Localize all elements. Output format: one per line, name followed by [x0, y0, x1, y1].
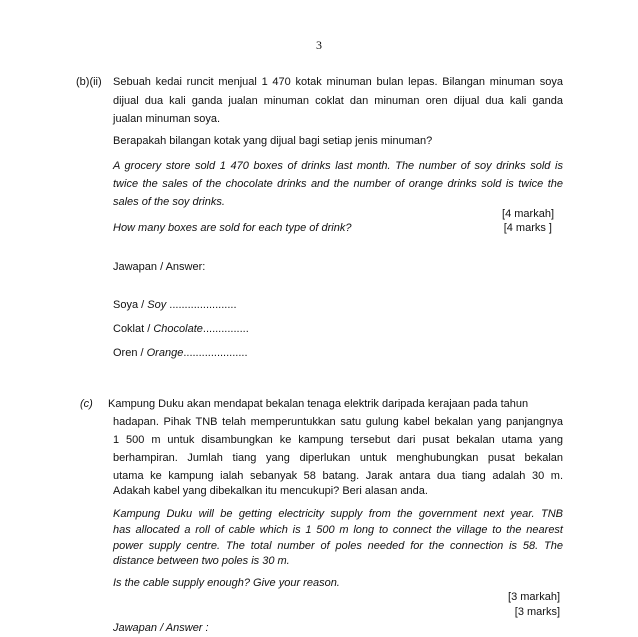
answer-malay-label: Soya / — [113, 299, 148, 311]
answer-dots: ............... — [202, 323, 249, 335]
question-b-english-question: How many boxes are sold for each type of drink? — [113, 222, 352, 234]
question-b-english-line: sales of the soy drinks. — [113, 196, 225, 208]
answer-dots: ..................... — [183, 347, 248, 359]
question-b-malay-line: Sebuah kedai runcit menjual 1 470 kotak minuman bulan lepas. Bilangan minuman soya — [113, 76, 563, 88]
question-c-malay-question: Adakah kabel yang dibekalkan itu mencukupi? Beri alasan anda. — [113, 485, 428, 497]
question-c-marks-english: [3 marks] — [514, 606, 560, 618]
question-b-marks-english: [4 marks ] — [503, 222, 552, 234]
question-b-english-line: A grocery store sold 1 470 boxes of drinks last month. The number of soy drinks sold is — [113, 160, 563, 172]
question-c-english-line: has allocated a roll of cable which is 1 500 m long to connect the village to the nearest — [113, 524, 563, 536]
question-b-malay-line: dijual dua kali ganda jualan minuman coklat dan minuman oren dijual dua kali ganda — [113, 95, 563, 107]
question-c-malay-line: hadapan. Pihak TNB telah memperuntukkan satu gulung kabel bekalan yang panjangnya — [113, 416, 563, 428]
question-c-english-question: Is the cable supply enough? Give your reason. — [113, 577, 340, 589]
answer-dots: ...................... — [166, 299, 237, 311]
question-b-label: (b)(ii) — [76, 76, 102, 88]
question-b-answer-label — [113, 259, 205, 276]
question-c-label: (c) — [80, 398, 93, 410]
question-c-marks-malay: [3 markah] — [508, 591, 560, 603]
answer-malay-label: Oren / — [113, 347, 147, 359]
answer-line-chocolate[interactable] — [113, 321, 249, 338]
question-c-answer-label: Jawapan / Answer : — [113, 622, 209, 634]
answer-label-text: Jawapan / Answer: — [113, 261, 206, 273]
answer-malay-label: Coklat / — [113, 323, 154, 335]
answer-line-soy[interactable] — [113, 297, 237, 314]
answer-english-label: Soy — [147, 299, 167, 311]
question-c-malay-line: 1 500 m untuk disambungkan ke kampung tersebut dari pusat bekalan utama yang — [113, 434, 563, 446]
question-b-marks-malay: [4 markah] — [502, 208, 554, 220]
question-b-english-line: twice the sales of the chocolate drinks and the number of orange drinks sold is twice the — [113, 178, 563, 190]
question-c-malay-line: Kampung Duku akan mendapat bekalan tenaga elektrik daripada kerajaan pada tahun — [108, 398, 529, 410]
question-b-malay-line: jualan minuman soya. — [113, 113, 221, 125]
answer-english-label: Chocolate — [153, 323, 203, 335]
question-c-english-line: Kampung Duku will be getting electricity supply from the government next year. TNB — [113, 508, 563, 520]
answer-line-orange[interactable] — [113, 345, 248, 362]
question-c-english-line: power supply centre. The total number of poles needed for the connection is 58. The — [113, 540, 563, 552]
question-c-english-line: distance between two poles is 30 m. — [113, 555, 290, 567]
question-c-malay-line: utama ke kampung ialah sebanyak 58 batang. Jarak antara dua tiang adalah 30 m. — [113, 470, 563, 482]
page-number: 3 — [316, 38, 322, 52]
question-b-malay-question: Berapakah bilangan kotak yang dijual bagi setiap jenis minuman? — [113, 135, 433, 147]
question-c-malay-line: berhampiran. Jumlah tiang yang diperlukan untuk menghubungkan pusat bekalan — [113, 452, 563, 464]
answer-english-label: Orange — [146, 347, 184, 359]
